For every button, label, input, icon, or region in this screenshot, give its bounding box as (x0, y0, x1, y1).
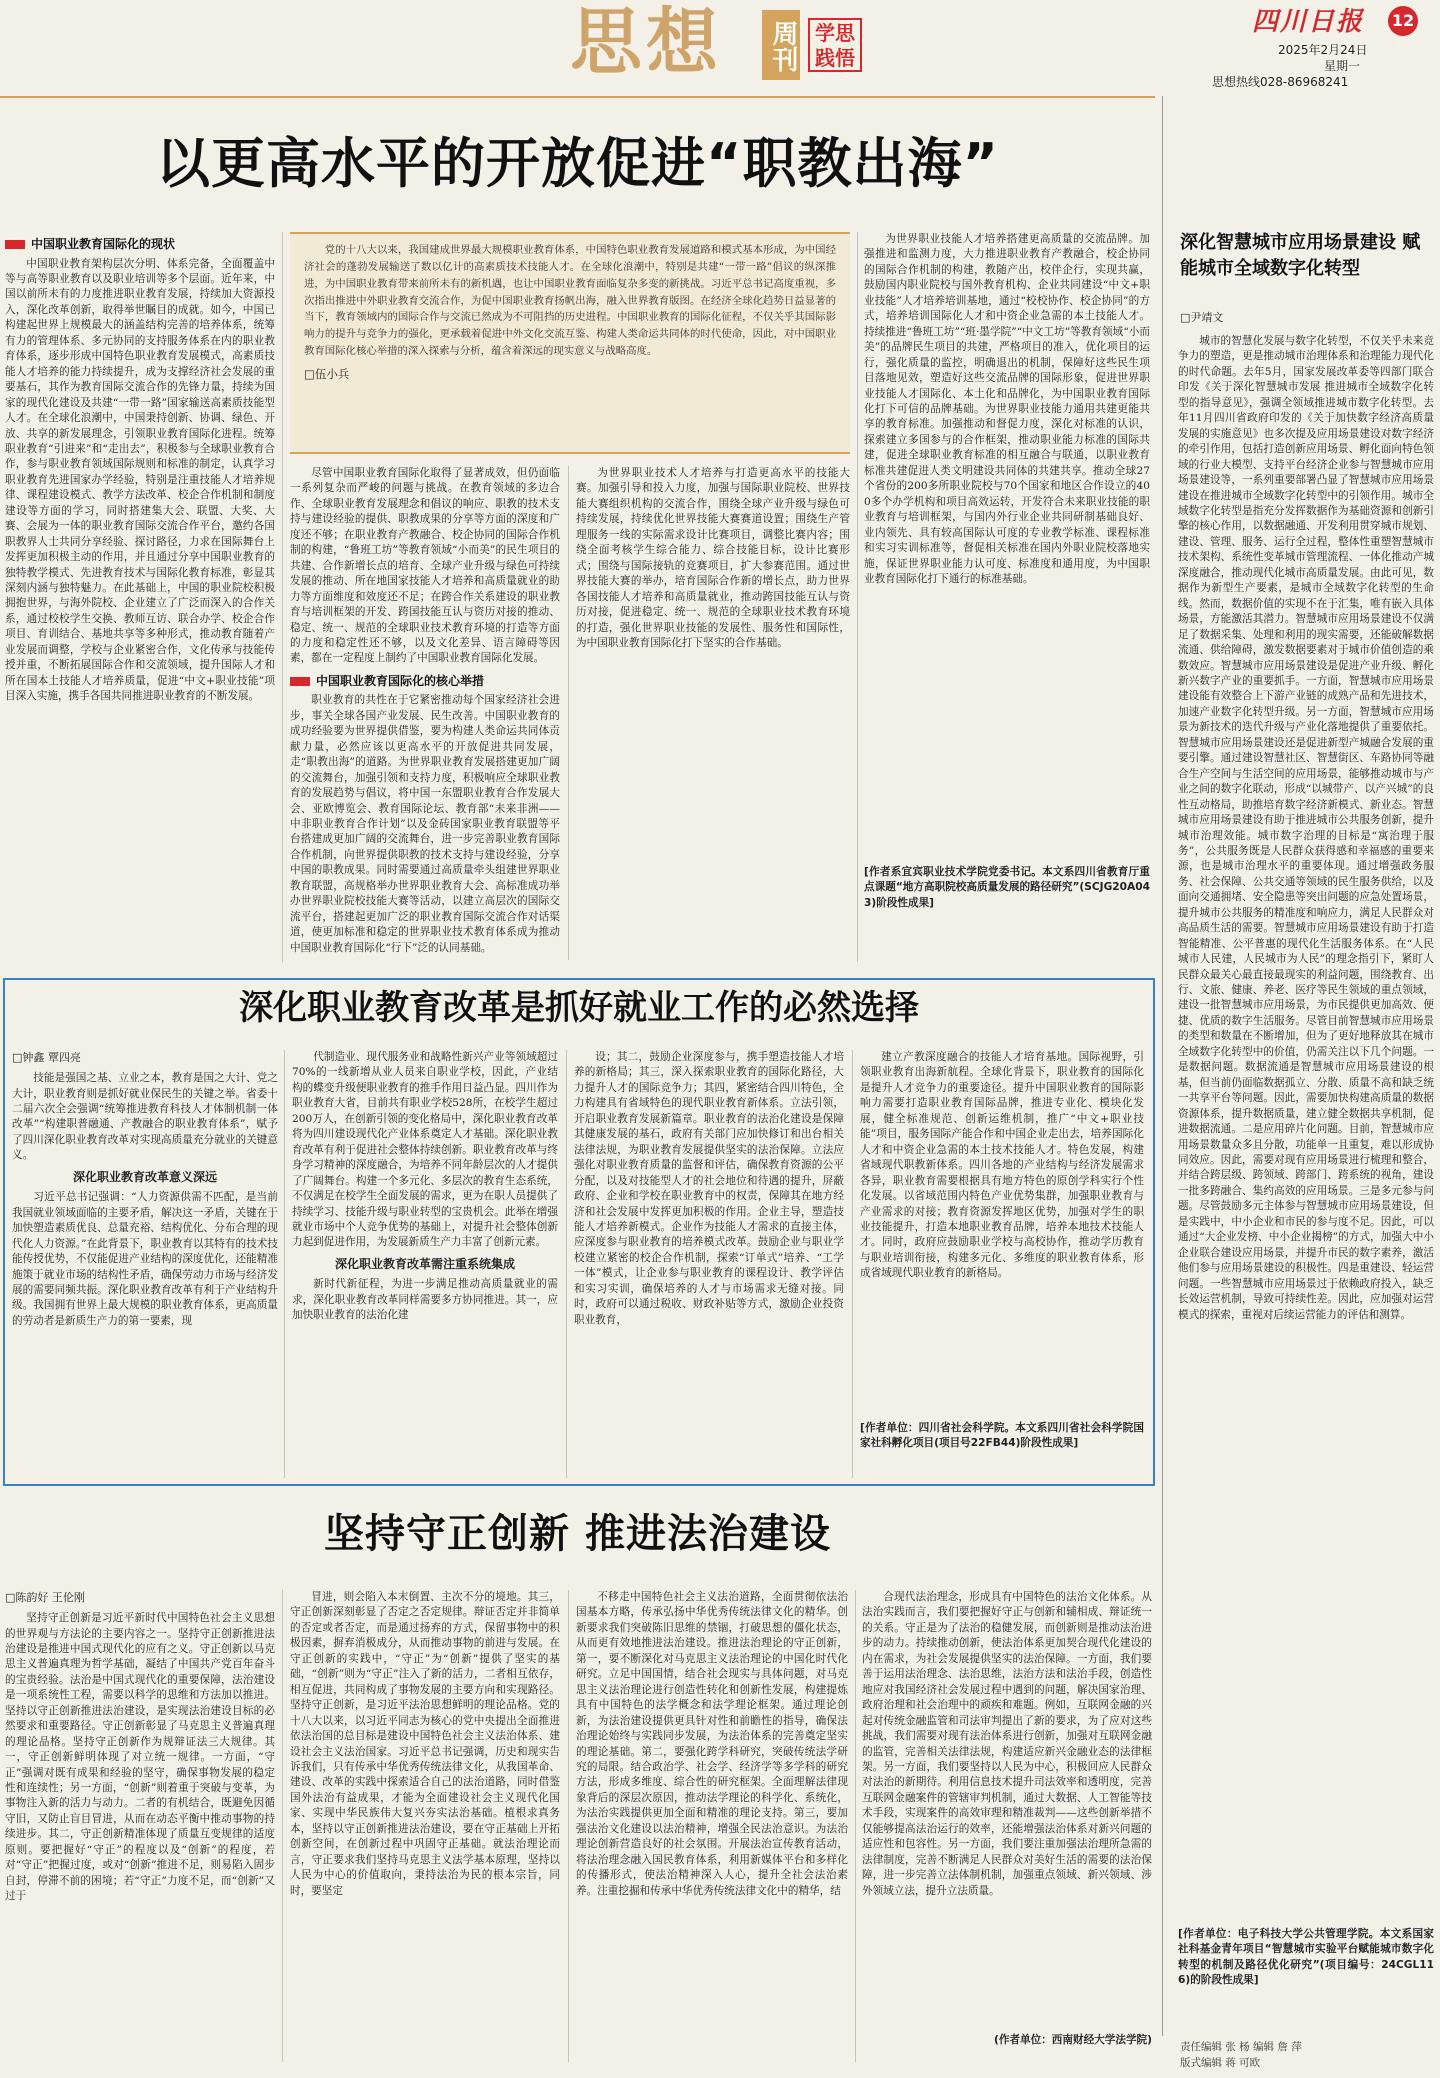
article1-section-heading-1: 中国职业教育国际化的现状 (5, 236, 275, 254)
article1-paragraph: 中国职业教育架构层次分明、体系完备，全面覆盖中等与高等职业教育以及职业培训等多个层面。近年来，中国以前所未有的力度推进职业教育发展，持续加大资源投入，深化改革创新，取得举世瞩目的成就。如今，中国已构建起世界上规模最大的涵盖结构完善的培养体系，统筹有力的管理体系、多元协同的支持服务体系在内的职业教育体系，逐步形成中国特色职业教育发展模式，高素质技能人才培养的能力持续提升，成为支撑经济社会发展的重要基石，其作为教育国际交流合作的先锋力量，持续为国家的现代化建设及共建“一带一路”国家输送高素质技能型人才。在全球化浪潮中，中国秉持创新、协调、绿色、开放、共享的新发展理念，引领职业教育国际化进程。统筹职业教育“引进来”和“走出去”，积极参与全球职业教育合作，参与职业教育领域国际规则和标准的制定，认真学习职业教育先进国家办学经验，特别是注重技能人才培养规律、课程建设模式、教学方法改革、校企合作机制和制度建设等方面的学习，同时搭建集大会、联盟、大奖、大赛、会展为一体的职业教育国际交流合作平台，邀约各国职教界人士共同分享经验、探讨路径，力求在国际舞台上发挥更加积极主动的作用，并且通过分享中国职业教育的独特教学模式、先进教育技术与国际化教育标准，彰显其深刻内涵与独特魅力。在此基础上，中国的职业院校积极拥抱世界，与海外院校、企业建立了广泛而深入的合作关系，通过校校学生交换、教师互访、联合办学、校企合作项目、育训结合、基地共享等多种形式，推动教育随着产业发展而调整，学校与企业紧密合作，文化传承与技能传授并重，不断拓展国际合作和交流领域，提升国际人才和所在国本土技能人才培养质量，促进“中文+职业技能”项目深入实施，携手各国共同推进职业教育的不断发展。 (5, 257, 275, 703)
hotline: 思想热线028-86968241 (1212, 75, 1349, 89)
article1-paragraph: 尽管中国职业教育国际化取得了显著成效，但仍面临一系列复杂而严峻的问题与挑战。在教育领域的多边合作、全球职业教育发展理念和倡议的响应、职教的技术支持与建设经验的提供、职教成果的分享等方面的深度和广度还不够；在职业教育产教融合、校企协同的国际合作机制的构建，“鲁班工坊”等教育领域“小而美”的民生项目的共建、合作新增长点的培育、全球产业升级与绿色可持续发展的推动、所在地国家技能人才培养和高质量就业的助力等方面维度和效度还不足；在跨合作关系建设的职业教育与培训框架的开发、跨国技能互认与资历对接的推动、稳定、统一、规范的全球职业技术教育环境的打造等方面的力度和稳定性还不够，以及文化差异、语言障碍等因素，都在一定程度上制约了中国职业教育国际化发展。 (290, 467, 560, 665)
article3-byline: □尹靖文 (1180, 311, 1224, 324)
footer-design: 版式编辑 蒋 可欧 (1180, 2057, 1261, 2069)
article1-paragraph: 为世界职业技术人才培养与打造更高水平的技能大赛。加强引导和投入力度，加强与国际职业院校、世界技能大赛组织机构的交流合作，围绕全球产业升级与绿色可持续发展，持续优化世界技能大赛赛道设置；围绕生产管理服务一线的实际需求设计比赛项目，调整比赛内容；围绕全面考核学生综合能力、综合技能目标，设计比赛形式；围绕与国际接轨的竞赛项目，扩大参赛范围。通过世界技能大赛的举办，培育国际合作新的增长点，助力世界各国技能人才培养和高质量就业，推动跨国技能互认与资历对接，促进稳定、统一、规范的全球职业技术教育环境的打造，强化世界职业技能的发展性、服务性和国际性，为中国职业教育国际化打下坚实的合作基础。 (576, 467, 850, 649)
article4-column-2 (290, 1590, 560, 2062)
article4-paragraph: 坚持守正创新是习近平新时代中国特色社会主义思想的世界观与方法论的主要内容之一。坚持守正创新推进法治建设是推进中国式现代化的应有之义。守正创新以马克思主义普遍真理为哲学基础，凝结了中国共产党百年奋斗的宝贵经验。法治是中国式现代化的重要保障，法治建设是一项系统性工程，需要以科学的思维和方法加以推进。坚持以守正创新推进法治建设，是实现法治建设目标的必然要求和重要路径。守正创新彰显了马克思主义普遍真理的理论品格。坚持守正创新作为规辩证法三大规律。其一，守正创新鲜明体现了对立统一规律。一方面，“守正”强调对既有成果和经验的坚守，确保事物发展的稳定性和连续性；另一方面，“创新”则着重于突破与变革，为事物注入新的活力与动力。二者的有机结合，既避免因循守旧，又防止盲目冒进，从而在动态平衡中推动事物的持续进步。其二，守正创新精准体现了质量互变规律的适度原则。要把握好“守正”的程度以及“创新”的程度，若对“守正”把握过度，或对“创新”推进不足，则易陷入固步自封，停滞不前的困境；若“守正”力度不足，而“创新”又过于 (5, 1612, 275, 1903)
column-divider (857, 232, 858, 962)
column-stamp (808, 18, 862, 72)
article1-column-4 (864, 232, 1150, 960)
masthead-divider (0, 96, 1155, 98)
article2-paragraph: 新时代新征程，为进一步满足推动高质量就业的需求，深化职业教育改革同样需要多方协同推进。其一，应加快职业教育的法治化建 (292, 1278, 558, 1322)
column-divider (852, 1050, 853, 1478)
article2-byline: □钟鑫 覃四亮 (12, 1051, 81, 1064)
article1-byline: □伍小兵 (304, 366, 350, 381)
column-divider (568, 466, 569, 960)
newspaper-logo: 四川日报 (1252, 7, 1365, 37)
weekly-tag (762, 10, 800, 80)
article1-abstract-box (290, 232, 850, 454)
article3-headline: 深化智慧城市应用场景建设 赋能城市全域数字化转型 (1180, 232, 1421, 279)
article4-column-1 (5, 1590, 275, 2062)
article2-headline: 深化职业教育改革是抓好就业工作的必然选择 (239, 988, 919, 1028)
article4-headline: 坚持守正创新 推进法治建设 (324, 1511, 831, 1557)
article2-column-1 (12, 1050, 278, 1478)
article2-paragraph: 设；其二，鼓励企业深度参与，携手塑造技能人才培养的新格局；其三，深入探索职业教育的国际化路径，大力提升人才的国际竞争力；其四，紧密结合四川特色，全力构建具有省域特色的现代职业教育新体系。立法引领，开启职业教育发展新篇章。职业教育的法治化建设是保障其健康发展的基石，政府有关部门应加快修订和出台相关法律法规，为职业教育发展提供坚实的法治保障。立法应强化对职业教育质量的监督和评估，确保教育资源的公平分配，以及对技能型人才的社会地位和待遇的提升，屏蔽政府、企业和学校在职业教育中的权责，保障其在地方经济和社会发展中发挥更加积极的作用。企业主导，塑造技能人才培养新模式。企业作为技能人才需求的直接主体，应深度参与职业教育的培养模式改革。鼓励企业与职业学校建立紧密的校企合作机制，探索“订单式”培养、“工学一体”模式，让企业参与职业教育的课程设计、教学评估和实习实训，确保培养的人才与市场需求无缝对接。同时，政府可以通过税收、财政补贴等方式，激励企业投资职业教育， (574, 1051, 844, 1326)
column-divider (568, 1590, 569, 2062)
article2-subheading-2: 深化职业教育改革需注重系统集成 (334, 1256, 515, 1271)
article4-column-3 (576, 1590, 848, 2062)
column-divider (282, 232, 283, 962)
article2-author-credit: [作者单位：四川省社会科学院。本文系四川省社会科学院国家社科孵化项目(项目号22FB44)阶段性成果] (860, 1422, 1144, 1450)
article3-paragraph: 城市的智慧化发展与数字化转型，不仅关乎未来竞争力的塑造，更是推动城市治理体系和治理能力现代化的时代命题。去年5月，国家发展改革委等四部门联合印发《关于深化智慧城市发展 推进城市全域数字化转型的指导意见》，强调全领域推进城市数字化转型。去年11月四川省政府印发的《关于加快数字经济高质量发展的实施意见》也多次提及应用场景建设对数字经济的牵引作用，包括打造创新应用场景、孵化面向特色领域的行业大模型、支持平台经济企业参与智慧城市应用场景建设等，一系列重要部署凸显了智慧城市应用场景建设在推进城市全域数字化转型中的引领作用。城市全域数字化转型是指充分发挥数据作为基础资源和创新引擎的核心作用，以数据融通、开发利用贯穿城市规划、建设、管理、服务、运行全过程，整体性重塑智慧城市技术架构、系统性变革城市管理流程、一体化推动产城深度融合，推动现代化城市高质量发展。由此可见，数据作为新型生产要素，是城市全域数字化转型的生命线。然而，数据价值的实现不在于汇集，唯有嵌入具体场景，方能激活其潜力。智慧城市应用场景建设不仅满足了数据采集、处理和利用的现实需要，还能破解数据流通、供给障碍，激发数据要素对于城市价值创造的乘数效应。智慧城市应用场景建设是促进产业升级、孵化新兴数字产业的重要抓手。一方面，智慧城市应用场景建设能有效整合上下游产业链的成熟产品和先进技术，加速产业数字化转型升级。另一方面，智慧城市应用场景为新技术的迭代升级与产业化落地提供了重要依托。智慧城市应用场景建设还是促进新型产城融合发展的重要引擎。通过建设智慧社区、智慧街区、车路协同等融合生产空间与生活空间的应用场景，能够推动城市与产业之间的数字化联动，形成“以城带产、以产兴城”的良性互动格局，助推培育数字经济新模式、新业态。智慧城市应用场景建设有助于推进城市公共服务创新，提升城市治理效能。城市数字治理的目标是“寓治理于服务”，公共服务既是人民群众获得感和幸福感的重要来源，也是城市治理水平的重要体现。通过增强政务服务、社会保障、公共交通等领域的民生服务供给，以及面向交通拥堵、安全隐患等突出问题的应急处置场景，提升城市公共服务的精准度和响应力，满足人民群众对高品质生活的需要。智慧城市应用场景建设有助于打造智能精准、公平普惠的现代化生活服务体系。在“人民城市人民建，人民城市为人民”的理念指引下，紧盯人民群众最关心最直接最现实的利益问题，围绕教育、出行、文旅、健康、养老、医疗等民生领域的重点领域，建设一批智慧城市应用场景，为市民提供更加高效、便捷、优质的数字生活服务。尽管目前智慧城市应用场景的类型和数量在不断增加，但为了更好地释放其在城市全域数字化转型中的价值，仍需关注以下几个问题。一是数据问题。数据流通是智慧城市应用场景建设的根基，但当前仍面临数据孤立、分散、质量不高和缺乏统一共享平台等问题。因此，需要加快构建高质量的数据资源体系，提升数据质量，建立健全数据共享机制，促进数据流通。二是应用碎片化问题。目前，智慧城市应用场景数量众多且分散，功能单一且重复，难以形成协同效应。因此，需要对现有应用场景进行梳理和整合，并结合跨层级、跨领域、跨部门、跨系统的视角，建设一批多跨融合、集约高效的应用场景。三是多元参与问题。尽管鼓励多元主体参与智慧城市应用场景建设，但是实践中，中小企业和市民的参与度不足。因此，可以通过“大企业发榜、中小企业揭榜”的方式，加强大中小企业联合建设应用场景，并提升市民的数字素养，激活他们参与应用场景建设的积极性。四是重建设、轻运营问题。一些智慧城市应用场景过于依赖政府投入，缺乏长效运营机制，导致可持续性差。因此，应加强对运营模式的探索，重视对后续运营能力的评估和测算。 (1178, 335, 1434, 1321)
article2-paragraph: 建立产教深度融合的技能人才培育基地。国际视野，引领职业教育出海新航程。全球化背景下，职业教育的国际化是提升人才竞争力的重要途径。提升中国职业教育的国际影响力需要打造职业教育国际品牌，推进专业化、模块化发展，健全标准规范、创新运维机制，推广“中文+职业技能”项目，服务国际产能合作和中国企业走出去，培养国际化人才和中资企业急需的本土技术技能人才。特色发展，构建省域现代职教新体系。四川各地的产业结构与经济发展需求各异，职业教育需要根据具有地方特色的原创学科实行个性化发展。以省域范围内特色产业优势集群，加强职业教育与产业需求的对接；教育资源发挥地区优势，加强对学生的职业技能提升，打造本地职业教育品牌，培养本地技术技能人才。同时，政府应鼓励职业学校与高校协作，推动学历教育与职业培训衔接，构建多元化、多维度的职业教育体系，形成省域现代职业教育的新格局。 (860, 1051, 1144, 1280)
article4-byline: □陈韵好 王伦刚 (5, 1591, 85, 1604)
article1-headline: 以更高水平的开放促进“职教出海” (156, 132, 999, 195)
article1-author-credit: [作者系宜宾职业技术学院党委书记。本文系四川省教育厅重点课题“地方高职院校高质量发展的路径研究”(SCJG20A043)阶段性成果] (864, 866, 1150, 909)
column-divider (566, 1050, 567, 1478)
section-marker (290, 677, 310, 686)
issue-date: 2025年2月24日 (1278, 43, 1368, 57)
column-divider (855, 1590, 856, 2062)
page-number-badge (1388, 6, 1418, 36)
article4-paragraph: 不移走中国特色社会主义法治道路，全面贯彻依法治国基本方略，传承弘扬中华优秀传统法律文化的精华。创新要求我们突破陈旧思维的禁锢，打破思想的僵化状态，从而更有效地推进法治建设。推进法治理论的守正创新，第一，要不断深化对马克思主义法治理论的中国化时代化研究。立足中国国情，结合社会现实与具体问题，对马克思主义法治理论进行创造性转化和创新性发展，构建提炼具有中国特色的法学概念和法学理论框架。通过理论创新，为法治建设提供更具针对性和前瞻性的指导，确保法治理论始终与实践同步发展，为法治体系的完善奠定坚实的理论基础。第二，要强化跨学科研究，突破传统法学研究的局限。结合政治学、社会学、经济学等多学科的研究方法，形成多维度、综合性的研究框架。全面理解法律现象背后的深层次原因，推动法学理论的科学化、系统化，为法治实践提供更加全面和精准的理论支持。第三，要加强法治文化建设以法治精神，增强全民法治意识。为法治理论创新营造良好的社会氛围。开展法治宣传教育活动，将法治理念融入国民教育体系，利用新媒体平台和多样化的传播形式，使法治精神深入人心，提升全社会法治素养。注重挖掘和传承中华优秀传统法律文化中的精华，结 (576, 1591, 848, 1897)
article1-section-heading-2: 中国职业教育国际化的核心举措 (290, 673, 560, 691)
article1-paragraph: 职业教育的共性在于它紧密推动每个国家经济社会进步，事关全球各国产业发展、民生改善。中国职业教育的成功经验要为世界提供借鉴，要为构建人类命运共同体贡献力量，必然应该以更高水平的开放促进共同发展，走“职教出海”的道路。为世界职业教育发展搭建更加广阔的交流舞台，加强引领和支持力度，积极响应全球职业教育的发展趋势与倡议，将中国一东盟职业教育合作发展大会、亚欧博览会、教育国际论坛、教育部“未来非洲——中非职业教育合作计划”以及金砖国家职业教育联盟等平台搭建成更加广阔的交流舞台，进一步完善职业教育国际合作机制，向世界提供职教的技术支持与建设经验，分享中国的职教成果。同时需要通过高质量牵头组建世界职业教育联盟，高规格举办世界职业教育大会、高标准成功举办世界职业院校技能大赛等活动，以建立高层次的国际交流平台，搭建起更加广泛的职业教育国际交流合作对话渠道，使更加标准和稳定的世界职业技术教育体系成为推动中国职业教育国际化“行下”泛的认同基础。 (290, 694, 560, 954)
section-title: 思想 (570, 0, 723, 84)
masthead (0, 0, 1440, 134)
article4-paragraph: 合现代法治理念，形成具有中国特色的法治文化体系。从法治实践而言，我们要把握好守正与创新和辅相成、辩证统一的关系。守正是为了法治的稳健发展，而创新则是推动法治进步的动力。持续推动创新，使法治体系更加契合现代化建设的内在需求，为社会发展提供坚实的法治保障。一方面，我们要善于运用法治理念、法治思维，法治方法和法治手段，创造性地应对我国经济社会发展过程中遇到的问题，解决国家治理、政府治理和社会治理中的顽疾和难题。例如，互联网金融的兴起对传统金融监管和司法审判提出了新的要求，为了应对这些挑战，我们需要对现有法治体系进行创新，加强对互联网金融的监管，完善相关法律法规，构建适应新兴金融业态的法律框架。另一方面，我们要坚持以人民为中心，积极回应人民群众对法治的新期待。利用信息技术提升司法效率和透明度，完善互联网金融案件的管辖审判机制，通过大数据、人工智能等技术手段，实现案件的高效审理和精准裁判——这些创新举措不仅能够提高法治运行的效率，还能增强法治体系对新兴问题的适应性和包容性。另一方面，我们要注重加强法治理所急需的法律制度，完善不断满足人民群众对美好生活的需要的法治保障，进一步完善立法体制机制，加强重点领域、新兴领域、涉外领域立法，提升立法质量。 (862, 1591, 1152, 1897)
article4-author-credit: (作者单位：西南财经大学法学院) (994, 2034, 1152, 2046)
article2-paragraph: 代制造业、现代服务业和战略性新兴产业等领域超过70%的一线新增从业人员来自职业学校，因此，产业结构的蝶变升级便职业教育的推手作用日益凸显。四川作为职业教育大省，目前共有职业学校528所，在校学生超过200万人，在创新引领的变化格局中，深化职业教育改革将为四川建设现代化产业体系奠定人才基础。深化职业教育改革有利于促进社会整体持续创新。职业教育改革与终身学习精神的深度融合，为培养不同年龄层次的人才提供了广阔舞台。构建一个多元化、多层次的教育生态系统，不仅满足在校学生全面发展的需求，更为在职人员提供了持续学习、技能升级与职业转型的宝贵机会。此举在增强就业市场中个人竞争优势的基础上，对提升社会整体创新力起到促进作用，为发展新质生产力丰富了创新元素。 (292, 1051, 558, 1249)
column-divider (282, 1590, 283, 2062)
weekly-label: 周刊 (768, 20, 798, 72)
article2-column-3 (574, 1050, 844, 1478)
article1-abstract: 党的十八大以来，我国建成世界最大规模职业教育体系，中国特色职业教育发展道路和模式基本形成，为中国经济社会的蓬勃发展输送了数以亿计的高素质技术技能人才。在全球化浪潮中，特别是共建“一带一路”倡议的纵深推进，为中国职业教育带来前所未有的新机遇，也让中国职业教育面临复杂多变的新挑战。习近平总书记高度重视，多次指出推进中外职业教育交流合作，为促中国职业教育扬帆出海，融入世界教育版图。在经济全球化趋势日益显著的当下，教育领域内的国际合作与交流已然成为不可阻挡的历史进程。中国职业教育的国际化征程，不仅关乎其国际影响力的提升与竞争力的强化，更承载着促进中外文化交流互鉴、构建人类命运共同体的时代使命，因此，对中国职业教育国际化核心举措的深入探索与分析，蕴含着深远的现实意义与战略高度。 (304, 244, 836, 358)
column-stamp-text: 学思践悟 (815, 21, 855, 70)
article3-author-credit: [作者单位：电子科技大学公共管理学院。本文系国家社科基金青年项目“智慧城市实验平台赋能城市数字化转型的机制及路径优化研究”(项目编号：24CGL116)的阶段性成果] (1178, 1928, 1434, 1987)
article2-paragraph: 习近平总书记强调：“人力资源供需不匹配，是当前我国就业领域面临的主要矛盾，解决这一矛盾，关键在于加快塑造素质优良、总量充裕、结构优化、分布合理的现代化人力资源。”在此背景下，职业教育以其特有的技术技能传授优势，不仅能促进产业结构的深度优化，还能精准施策于就业市场的结构性矛盾，确保劳动力市场与经济发展的需要同频共振。深化职业教育改革有利于产业结构升级。我国拥有世界上最大规模的职业教育体系，更高质量的劳动者是新质生产力的第一要素，现 (12, 1191, 278, 1327)
column-divider (284, 1050, 285, 1478)
issue-weekday: 星期一 (1324, 59, 1361, 73)
section-marker (5, 240, 25, 249)
right-rail-divider (1162, 96, 1163, 2036)
article3-column (1178, 334, 1434, 2034)
article2-subheading-1: 深化职业教育改革意义深远 (72, 1169, 217, 1184)
article1-column-3 (576, 466, 850, 960)
article1-column-1 (5, 232, 275, 960)
article2-column-4 (860, 1050, 1144, 1478)
article2-paragraph: 技能是强国之基、立业之本，教育是国之大计、党之大计，职业教育则是抓好就业保民生的关键之举。省委十二届六次全会强调“统筹推进教育科技人才体制机制一体改革”“构建职普融通、产教融合的职业教育体系”，赋予了四川深化职业教育改革对实现高质量充分就业的关键意义。 (12, 1072, 278, 1162)
article1-column-2 (290, 466, 560, 960)
article2-column-2 (292, 1050, 558, 1478)
article4-column-4 (862, 1590, 1152, 2062)
article4-paragraph: 冒进，则会陷入本末倒置、主次不分的境地。其三，守正创新深刻彰显了否定之否定规律。辩证否定并非简单的否定或者否定，而是通过扬弃的方式，保留事物中的积极因素，摒弃消极成分，从而推动事物的前进与发展。在守正创新的实践中，“守正”为“创新”提供了坚实的基础，“创新”则为“守正”注入了新的活力，二者相互依存，相互促进，共同构成了事物发展的主要方向和实现路径。坚持守正创新，是习近平法治思想鲜明的理论品格。党的十八大以来，以习近平同志为核心的党中央提出全面推进依法治国的总目标是建设中国特色社会主义法治体系、建设社会主义法治国家。习近平总书记强调，历史和现实告诉我们，只有传承中华优秀传统法律文化，从我国革命、建设、改革的实践中探索适合自己的法治道路，同时借鉴国外法治有益成果，才能为全面建设社会主义现代化国家、实现中华民族伟大复兴夯实法治基础。植根求真务本，坚持以守正创新推进法治建设，要在守正基础上开拓创新空间，在创新过程中巩固守正基础。就法治理论而言，守正要求我们坚持马克思主义法学基本原理，坚持以人民为中心的价值取向，秉持法治为民的根本宗旨，同时，要坚定 (290, 1591, 560, 1897)
page-number: 12 (1391, 11, 1415, 30)
footer-editor: 责任编辑 张 杨 编辑 詹 萍 (1180, 2041, 1302, 2053)
article1-paragraph: 为世界职业技能人才培养搭建更高质量的交流品牌。加强推进和监测力度，大力推进职业教育产教融合，校企协同的国际合作机制的构建，教随产出，校伴企行，实现共赢，鼓励国内职业院校与国外教育机构、企业共同建设“中文+职业技能”人才培养培训基地，通过“校校协作、校企协同”的方式，培养培训国际化人才和中资企业急需的本土技能人才。持续推进“鲁班工坊”“班·墨学院”“中文工坊”等教育领域“小而美”的品牌民生项目的共建，严格项目的准入，优化项目的运行，强化质量的监控，明确退出的机制，保障好这些民生项目落地见效，塑造好这些交流品牌的国际形象，促进世界职业技能人才国际化、本土化和品牌化，为中国职业教育国际化打下可信的品牌基础。为世界职业技能力通用共建更能共享的教育标准。加强推动和督促力度，深化对标准的认识，探索建立多国参与的合作框架，推动职业能力标准的国际共建，促进全球职业教育标准的相互融合与联通，以职业教育标准共建促进人类文明建设共同体的共建共享。推动全球27个省份的200多所职业院校与70个国家和地区合作设立的400多个办学机构和项目高效运转，开发符合未来职业技能的职业教育与培训框架，与国内外行业企业共同研制基础良好、业内领先、具有较高国际认可度的专业教学标准、课程标准和实习实训标准等，督促相关标准在国内外职业院校落地实施，保证世界职业能力认可度、标准度和通用度，为中国职业教育国际化打下通行的标准基础。 (864, 233, 1150, 585)
